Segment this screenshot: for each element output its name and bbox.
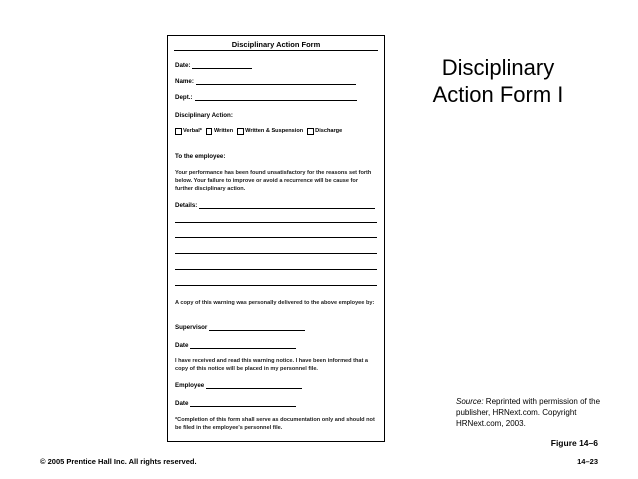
option-written bbox=[206, 128, 233, 135]
date-line bbox=[192, 62, 252, 69]
footnote: *Completion of this form shall serve as documentation only and should not be filed in the employee's personnel file. bbox=[175, 417, 375, 431]
date-field bbox=[175, 62, 252, 69]
action-heading: Disciplinary Action: bbox=[175, 112, 233, 119]
details-field bbox=[175, 202, 375, 209]
details-line bbox=[175, 253, 377, 254]
option-label: Written & Suspension bbox=[245, 128, 304, 135]
checkbox-icon bbox=[237, 128, 244, 135]
details-line bbox=[199, 202, 375, 209]
dept-label: Dept.: bbox=[175, 93, 193, 101]
employee-date-field bbox=[175, 400, 296, 407]
checkbox-icon bbox=[206, 128, 213, 135]
details-line bbox=[175, 237, 377, 238]
employee-heading: To the employee: bbox=[175, 153, 226, 160]
dept-line bbox=[195, 94, 357, 101]
source-label: Source: bbox=[456, 397, 484, 406]
name-field bbox=[175, 78, 356, 85]
checkbox-icon bbox=[175, 128, 182, 135]
slide-title bbox=[418, 54, 578, 108]
received-text: I have received and read this warning notice. I have been informed that a copy of this notice will be placed in my personnel file. bbox=[175, 358, 369, 372]
option-label: Verbal* bbox=[183, 128, 202, 135]
option-verbal bbox=[175, 128, 202, 135]
date-label: Date bbox=[175, 399, 189, 407]
option-label: Discharge bbox=[315, 128, 343, 135]
copy-text: A copy of this warning was personally delivered to the above employee by: bbox=[175, 300, 375, 306]
details-line bbox=[175, 222, 377, 223]
name-label: Name: bbox=[175, 77, 194, 85]
checkbox-icon bbox=[307, 128, 314, 135]
supervisor-line bbox=[209, 324, 305, 331]
figure-label: Figure 14–6 bbox=[550, 438, 598, 448]
source-text: Reprinted with permission of the publisher, HRNext.com. Copyright HRNext.com, 2003. bbox=[456, 397, 601, 428]
supervisor-date-field bbox=[175, 342, 296, 349]
employee-line bbox=[206, 382, 302, 389]
option-label: Written bbox=[213, 128, 234, 135]
supervisor-field bbox=[175, 324, 305, 331]
employee-label: Employee bbox=[175, 381, 205, 389]
notice-text: Your performance has been found unsatisfactory for the reasons set forth below. Your failure to improve or avoid a recurrence will be cause for further disciplinary action. bbox=[175, 170, 372, 192]
details-line bbox=[175, 285, 377, 286]
date-line bbox=[190, 342, 296, 349]
option-written-suspension bbox=[237, 128, 303, 135]
date-label: Date: bbox=[175, 61, 191, 69]
form-title: Disciplinary Action Form bbox=[231, 40, 321, 49]
copyright: © 2005 Prentice Hall Inc. All rights reserved. bbox=[40, 457, 197, 466]
dept-field bbox=[175, 94, 357, 101]
title-line-2: Action Form I bbox=[432, 82, 564, 107]
details-line bbox=[175, 269, 377, 270]
supervisor-label: Supervisor bbox=[175, 323, 208, 331]
title-divider bbox=[174, 50, 378, 51]
details-label: Details: bbox=[175, 201, 198, 209]
date-line bbox=[190, 400, 296, 407]
page-number: 14–23 bbox=[577, 457, 598, 466]
name-line bbox=[196, 78, 356, 85]
action-options bbox=[175, 128, 342, 135]
title-line-1: Disciplinary bbox=[441, 55, 555, 80]
option-discharge bbox=[307, 128, 342, 135]
employee-field bbox=[175, 382, 302, 389]
disciplinary-action-form bbox=[167, 35, 385, 442]
date-label: Date bbox=[175, 341, 189, 349]
source-note bbox=[456, 396, 606, 429]
